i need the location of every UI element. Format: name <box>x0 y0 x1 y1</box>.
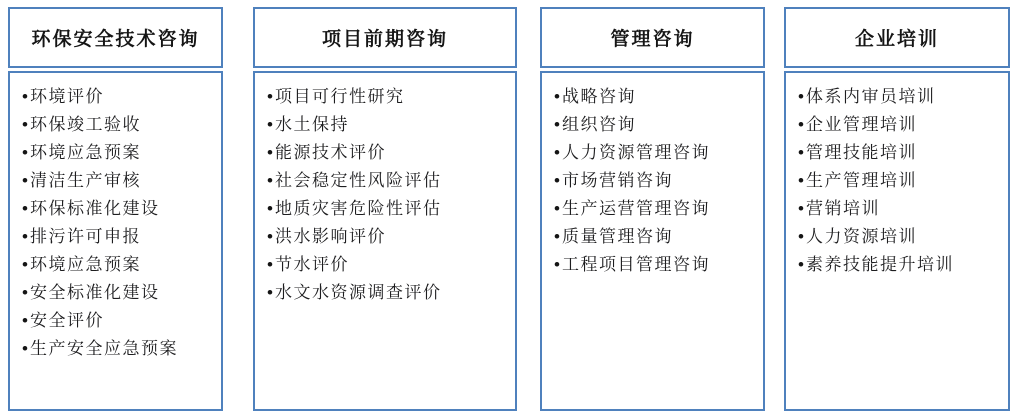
list-item-label: 环保竣工验收 <box>29 115 141 134</box>
bullet-icon: • <box>267 227 273 246</box>
bullet-icon: • <box>798 171 804 190</box>
list-item-label: 市场营销咨询 <box>561 171 673 190</box>
bullet-icon: • <box>267 171 273 190</box>
bullet-icon: • <box>22 283 28 302</box>
category-item-list <box>8 71 223 411</box>
service-column <box>784 7 1010 411</box>
list-item-label: 水土保持 <box>274 115 349 134</box>
list-item-label: 环保标准化建设 <box>29 199 160 218</box>
bullet-icon: • <box>798 143 804 162</box>
list-item <box>554 223 757 251</box>
category-item-list <box>253 71 517 411</box>
list-item-label: 企业管理培训 <box>805 115 917 134</box>
list-item <box>22 139 215 167</box>
list-item <box>22 167 215 195</box>
list-item <box>554 139 757 167</box>
list-item <box>267 223 509 251</box>
list-item-label: 节水评价 <box>274 255 349 274</box>
list-item-label: 战略咨询 <box>561 87 636 106</box>
category-header <box>784 7 1010 68</box>
category-title: 项目前期咨询 <box>321 29 448 50</box>
list-item-label: 生产安全应急预案 <box>29 339 178 358</box>
list-item <box>798 195 1002 223</box>
list-item <box>267 251 509 279</box>
category-header <box>253 7 517 68</box>
bullet-icon: • <box>798 87 804 106</box>
list-item <box>267 139 509 167</box>
list-item-label: 生产运营管理咨询 <box>561 199 710 218</box>
service-column <box>253 7 517 411</box>
bullet-icon: • <box>554 171 560 190</box>
service-column <box>8 7 223 411</box>
bullet-icon: • <box>798 115 804 134</box>
list-item-label: 项目可行性研究 <box>274 87 405 106</box>
list-item <box>798 251 1002 279</box>
category-header <box>540 7 765 68</box>
list-item <box>798 167 1002 195</box>
list-item <box>22 279 215 307</box>
list-item-label: 排污许可申报 <box>29 227 141 246</box>
list-item-label: 环境应急预案 <box>29 255 141 274</box>
bullet-icon: • <box>22 311 28 330</box>
list-item-label: 安全评价 <box>29 311 104 330</box>
list-item-label: 洪水影响评价 <box>274 227 386 246</box>
category-header <box>8 7 223 68</box>
bullet-icon: • <box>554 115 560 134</box>
list-item-label: 水文水资源调查评价 <box>274 283 442 302</box>
bullet-icon: • <box>22 199 28 218</box>
bullet-icon: • <box>554 87 560 106</box>
service-column <box>540 7 765 411</box>
bullet-icon: • <box>267 115 273 134</box>
list-item-label: 人力资源培训 <box>805 227 917 246</box>
list-item <box>22 223 215 251</box>
list-item-label: 能源技术评价 <box>274 143 386 162</box>
bullet-icon: • <box>22 87 28 106</box>
bullet-icon: • <box>22 143 28 162</box>
list-item <box>267 83 509 111</box>
list-item-label: 人力资源管理咨询 <box>561 143 710 162</box>
list-item <box>267 279 509 307</box>
bullet-icon: • <box>798 255 804 274</box>
list-item <box>554 83 757 111</box>
list-item <box>554 251 757 279</box>
list-item <box>22 251 215 279</box>
bullet-icon: • <box>267 283 273 302</box>
list-item-label: 社会稳定性风险评估 <box>274 171 442 190</box>
bullet-icon: • <box>798 199 804 218</box>
list-item <box>554 167 757 195</box>
list-item-label: 素养技能提升培训 <box>805 255 954 274</box>
list-item <box>22 83 215 111</box>
bullet-icon: • <box>267 199 273 218</box>
bullet-icon: • <box>22 171 28 190</box>
bullet-icon: • <box>267 143 273 162</box>
category-item-list <box>540 71 765 411</box>
category-title: 环保安全技术咨询 <box>31 29 200 50</box>
list-item <box>267 111 509 139</box>
list-item <box>22 195 215 223</box>
list-item-label: 工程项目管理咨询 <box>561 255 710 274</box>
list-item <box>798 111 1002 139</box>
list-item-label: 体系内审员培训 <box>805 87 936 106</box>
bullet-icon: • <box>22 227 28 246</box>
list-item-label: 清洁生产审核 <box>29 171 141 190</box>
list-item <box>22 335 215 363</box>
bullet-icon: • <box>267 255 273 274</box>
category-item-list <box>784 71 1010 411</box>
list-item-label: 生产管理培训 <box>805 171 917 190</box>
list-item <box>22 111 215 139</box>
list-item-label: 组织咨询 <box>561 115 636 134</box>
category-title: 管理咨询 <box>610 29 695 50</box>
bullet-icon: • <box>554 143 560 162</box>
list-item-label: 质量管理咨询 <box>561 227 673 246</box>
bullet-icon: • <box>267 87 273 106</box>
list-item <box>798 223 1002 251</box>
category-title: 企业培训 <box>854 29 939 50</box>
list-item-label: 管理技能培训 <box>805 143 917 162</box>
bullet-icon: • <box>22 255 28 274</box>
list-item-label: 安全标准化建设 <box>29 283 160 302</box>
bullet-icon: • <box>554 199 560 218</box>
bullet-icon: • <box>798 227 804 246</box>
list-item-label: 营销培训 <box>805 199 880 218</box>
bullet-icon: • <box>22 339 28 358</box>
list-item <box>554 195 757 223</box>
list-item <box>554 111 757 139</box>
list-item <box>267 167 509 195</box>
list-item-label: 环境应急预案 <box>29 143 141 162</box>
bullet-icon: • <box>554 255 560 274</box>
list-item <box>798 139 1002 167</box>
list-item <box>22 307 215 335</box>
bullet-icon: • <box>554 227 560 246</box>
list-item <box>267 195 509 223</box>
list-item <box>798 83 1002 111</box>
list-item-label: 地质灾害危险性评估 <box>274 199 442 218</box>
list-item-label: 环境评价 <box>29 87 104 106</box>
bullet-icon: • <box>22 115 28 134</box>
